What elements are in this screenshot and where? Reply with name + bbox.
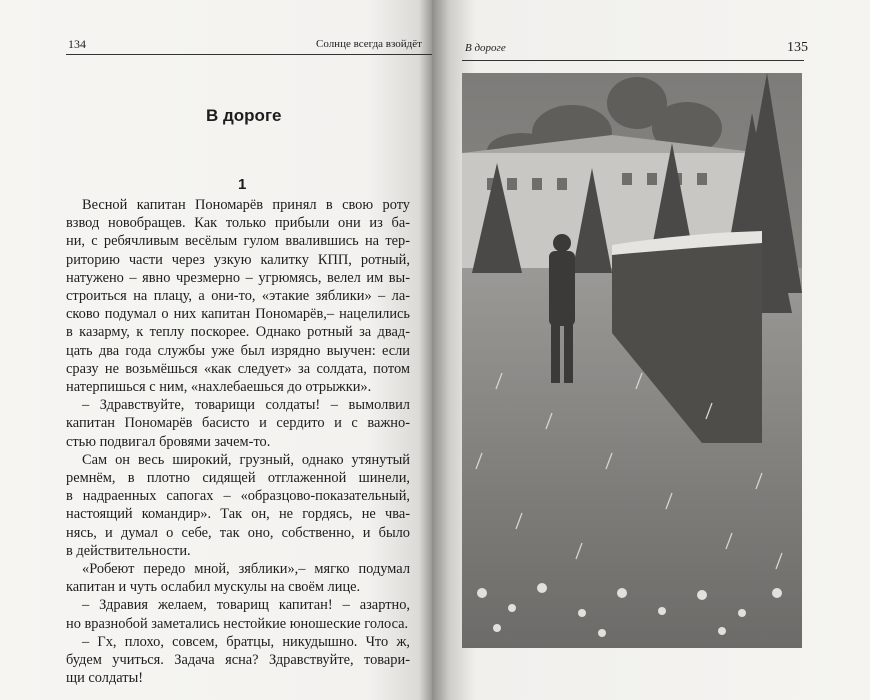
text-line: стью подвигал бровями зачем-то. — [66, 433, 271, 450]
illustration-soldiers-in-rain — [462, 73, 802, 648]
text-line: цать два года службы уже был изрядно выучен: если — [66, 342, 410, 359]
text-line: – Здравствуйте, товарищи солдаты! – вымолвил — [82, 397, 410, 414]
text-line: – Здравия желаем, товарищ капитан! – азартно, — [82, 597, 410, 614]
chapter-title: В дороге — [206, 106, 282, 125]
text-line: капитан и чуть ослабил мускулы на своём лице. — [66, 579, 361, 596]
text-line: ремнём, в плотно сидящей отглаженной шинели, — [66, 470, 410, 487]
text-line: будем учиться. Задача ясна? Здравствуйте, товари- — [66, 652, 410, 669]
text-line: натужено – явно чрезмерно – угрюмясь, велел им вы- — [66, 269, 410, 286]
page-number-right: 135 — [787, 40, 808, 55]
text-line: Весной капитан Пономарёв принял в свою роту — [82, 197, 410, 213]
text-line: капитан Пономарёв басисто и сердито и с важно- — [66, 415, 410, 432]
text-line: ни, с ребячливым весёлым гулом ввалившись на тер- — [66, 233, 410, 250]
body-text — [66, 196, 410, 687]
text-line: нясь, и думал о себе, так оно, собственно, и было — [66, 524, 410, 541]
text-line: в надраенных сапогах – «образцово-показательный, — [66, 488, 410, 505]
text-line: Сам он весь широкий, грузный, однако утянутый — [82, 451, 410, 468]
header-rule-left — [66, 54, 432, 55]
text-line: щи солдаты! — [66, 670, 144, 687]
left-page — [0, 0, 432, 700]
section-number: 1 — [238, 176, 247, 193]
text-line: строиться на плацу, а они-то, «этакие зяблики» – ла- — [66, 288, 410, 305]
text-line: настоящий командир». Так он, не гордясь, не чва- — [66, 506, 410, 523]
text-line: взвод новобращев. Как только прибыли они из ба- — [66, 215, 410, 232]
text-line: сразу не возьмёшься «как следует» за солдата, потом — [66, 360, 410, 377]
text-line: – Гх, плохо, совсем, братцы, никудышно. Что ж, — [82, 633, 410, 650]
text-line: но вразнобой заметались нестойкие юношеские голоса. — [66, 615, 409, 632]
text-line: в действительности. — [66, 542, 191, 559]
running-head-left: Солнце всегда взойдёт — [316, 38, 422, 50]
running-head-right: В дороге — [465, 42, 506, 54]
page-number-left: 134 — [68, 37, 86, 51]
text-line: в казарму, к теплу поскорее. Однако ротный за двад- — [66, 324, 410, 341]
header-rule-right — [462, 60, 804, 61]
text-line: сково подумал о них капитан Пономарёв,– нацелились — [66, 306, 410, 323]
text-line: «Робеют передо мной, зяблики»,– мягко подумал — [82, 561, 410, 578]
text-line: риторию части через узкую калитку КПП, ротный, — [66, 251, 410, 268]
text-line: натерпишься с ним, «нахлебаешься до отрыжки». — [66, 379, 372, 396]
